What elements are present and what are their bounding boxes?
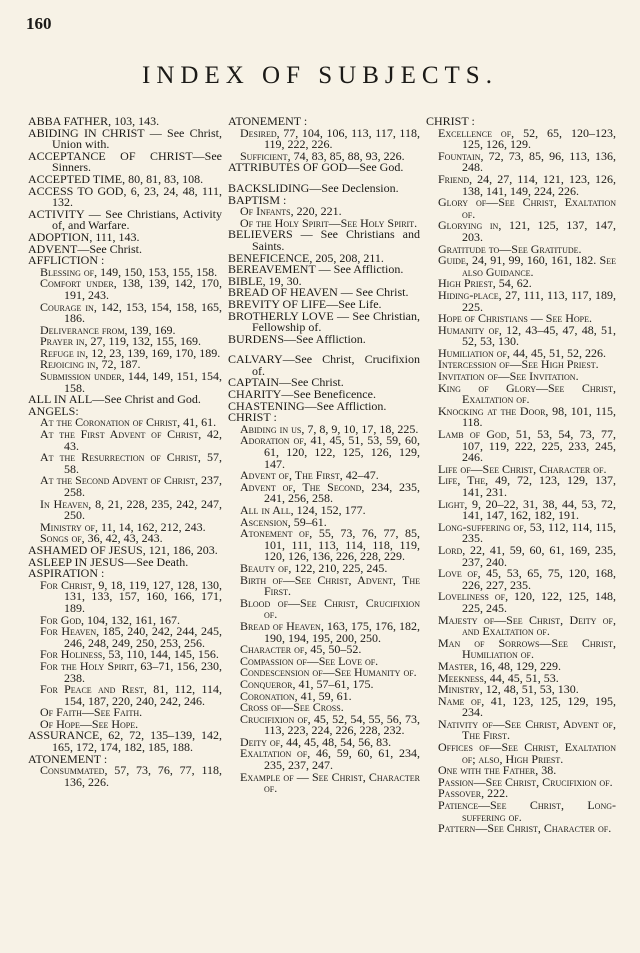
index-subentry: Exaltation of, 46, 59, 60, 61, 234, 235, 237, 247.	[240, 746, 420, 773]
index-subentry: Lord, 22, 41, 59, 60, 61, 169, 235, 237, 240.	[438, 542, 616, 569]
index-heading: CHASTENING—See Affliction.	[228, 398, 387, 413]
index-heading: ASSURANCE, 62, 72, 135–139, 142, 165, 172, 174, 182, 185, 188.	[28, 728, 222, 755]
index-subentry: Abiding in us, 7, 8, 9, 10, 17, 18, 225.	[240, 421, 419, 436]
index-subentry: Hope of Christians — See Hope.	[438, 311, 593, 326]
index-subentry: Life, The, 49, 72, 123, 129, 137, 141, 231.	[438, 473, 616, 499]
index-subentry: Intercession of—See High Priest.	[438, 357, 599, 372]
index-subentry: Loveliness of, 120, 122, 125, 148, 225, 245.	[438, 589, 616, 615]
index-subentry: Meekness, 44, 45, 51, 53.	[438, 670, 559, 685]
index-subentry: Example of — See Christ, Character of.	[240, 769, 420, 796]
index-heading: CHARITY—See Beneficence.	[228, 387, 376, 402]
index-subentry: Of Hope—See Hope.	[40, 716, 139, 731]
index-subentry: Prayer in, 27, 119, 132, 155, 169.	[40, 334, 202, 349]
index-heading: ACTIVITY — See Christians, Activity of, and Warfare.	[28, 206, 222, 233]
index-subentry: Courage in, 142, 153, 154, 158, 165, 186.	[40, 299, 222, 326]
index-subentry: Guide, 24, 91, 99, 160, 161, 182. See also Guidance.	[438, 253, 616, 279]
index-subentry: For Christ, 9, 18, 119, 127, 128, 130, 131, 133, 157, 160, 166, 171, 189.	[40, 577, 222, 615]
index-subentry: Condescension of—See Humanity of.	[240, 665, 417, 680]
index-subentry: Glory of—See Christ, Exaltation of.	[438, 195, 616, 221]
index-subentry: For Holiness, 53, 110, 144, 145, 156.	[40, 647, 219, 662]
index-subentry: All in All, 124, 152, 177.	[240, 503, 366, 517]
index-heading: ACCEPTANCE OF CHRIST—See Sinners.	[28, 148, 222, 175]
index-subentry: For Peace and Rest, 81, 112, 114, 154, 187, 220, 240, 242, 246.	[40, 682, 222, 708]
index-column-2	[228, 116, 420, 795]
index-subentry: Desired, 77, 104, 106, 113, 117, 118, 119, 222, 226.	[240, 125, 420, 152]
index-subentry: Light, 9, 20–22, 31, 38, 44, 53, 72, 141, 147, 162, 182, 191.	[438, 496, 616, 523]
index-heading: BACKSLIDING—See Declension.	[228, 180, 399, 195]
index-subentry: Humiliation of, 44, 45, 51, 52, 226.	[438, 345, 606, 360]
index-subentry: Birth of—See Christ, Advent, The First.	[240, 572, 420, 599]
index-heading: BREVITY OF LIFE—See Life.	[228, 296, 382, 311]
index-subentry: High Priest, 54, 62.	[438, 276, 532, 291]
index-subentry: Of Faith—See Faith.	[40, 705, 143, 720]
index-heading: ATONEMENT :	[28, 751, 108, 766]
index-subentry: Bread of Heaven, 163, 175, 176, 182, 190, 194, 195, 200, 250.	[240, 618, 420, 645]
index-heading: CALVARY—See Christ, Crucifixion of.	[228, 352, 420, 378]
index-subentry: Compassion of—See Love of.	[240, 653, 379, 668]
index-subentry: For Heaven, 185, 240, 242, 244, 245, 246, 248, 249, 250, 253, 256.	[40, 624, 222, 650]
index-subentry: Blood of—See Christ, Crucifixion of.	[240, 595, 420, 622]
index-subentry: Character of, 45, 50–52.	[240, 642, 362, 657]
page-title: INDEX OF SUBJECTS.	[142, 62, 498, 89]
index-subentry: At the Second Advent of Christ, 237, 258.	[40, 473, 222, 499]
index-subentry: Friend, 24, 27, 114, 121, 123, 126, 138, 141, 149, 224, 226.	[438, 171, 616, 198]
index-heading: AFFLICTION :	[28, 253, 105, 268]
index-subentry: Lamb of God, 51, 53, 54, 73, 77, 107, 119, 222, 225, 233, 245, 246.	[438, 427, 616, 465]
index-subentry: Sufficient, 74, 83, 85, 88, 93, 226.	[240, 148, 405, 163]
index-subentry: Passover, 222.	[438, 786, 509, 801]
index-subentry: Advent of, The Second, 234, 235, 241, 256, 258.	[240, 479, 420, 506]
index-subentry: Adoration of, 41, 45, 51, 53, 59, 60, 61, 120, 122, 125, 126, 129, 147.	[240, 433, 420, 471]
index-heading: CHRIST :	[228, 410, 277, 425]
index-subentry: Deity of, 44, 45, 48, 54, 56, 83.	[240, 734, 392, 749]
index-subentry: At the Resurrection of Christ, 57, 58.	[40, 450, 222, 476]
index-subentry: Of the Holy Spirit—See Holy Spirit.	[240, 215, 418, 230]
index-heading: BURDENS—See Affliction.	[228, 331, 366, 346]
index-heading: CHRIST :	[426, 114, 475, 128]
index-subentry: Deliverance from, 139, 169.	[40, 322, 176, 337]
index-subentry: Submission under, 144, 149, 151, 154, 158.	[40, 369, 222, 395]
index-heading: ALL IN ALL—See Christ and God.	[28, 392, 201, 407]
index-heading: ANGELS:	[28, 403, 79, 418]
index-subentry: Refuge in, 12, 23, 139, 169, 170, 189.	[40, 345, 221, 360]
index-subentry: Beauty of, 122, 210, 225, 245.	[240, 560, 388, 575]
index-subentry: Excellence of, 52, 65, 120–123, 125, 126, 129.	[438, 125, 616, 152]
index-subentry: Gratitude to—See Gratitude.	[438, 241, 582, 256]
index-heading: ATTRIBUTES OF GOD—See God.	[228, 160, 404, 175]
index-subentry: Knocking at the Door, 98, 101, 115, 118.	[438, 403, 616, 430]
index-heading: ADVENT—See Christ.	[28, 241, 142, 256]
index-heading: BROTHERLY LOVE — See Christian, Fellowship of.	[228, 308, 420, 335]
index-heading: ABBA FATHER, 103, 143.	[28, 114, 160, 128]
index-subentry: Patience—See Christ, Long-suffering of.	[438, 798, 616, 824]
index-subentry: King of Glory—See Christ, Exaltation of.	[438, 380, 616, 407]
index-subentry: Hiding-place, 27, 111, 113, 117, 189, 225.	[438, 287, 616, 314]
index-heading: ASLEEP IN JESUS—See Death.	[28, 554, 189, 569]
index-subentry: Ministry, 12, 48, 51, 53, 130.	[438, 682, 579, 697]
index-subentry: Pattern—See Christ, Character of.	[438, 821, 612, 836]
index-subentry: Majesty of—See Christ, Deity of, and Exaltation of.	[438, 612, 616, 639]
index-subentry: Master, 16, 48, 129, 229.	[438, 658, 562, 673]
index-subentry: At the First Advent of Christ, 42, 43.	[40, 427, 222, 453]
index-column-1	[28, 116, 222, 788]
index-heading: BELIEVERS — See Christians and Saints.	[228, 227, 420, 253]
index-subentry: Invitation of—See Invitation.	[438, 369, 579, 384]
index-column-3	[426, 116, 616, 835]
index-subentry: Coronation, 41, 59, 61.	[240, 688, 352, 703]
index-subentry: Songs of, 36, 42, 43, 243.	[40, 531, 163, 546]
index-heading: ABIDING IN CHRIST — See Christ, Union with.	[28, 125, 222, 152]
index-subentry: At the Coronation of Christ, 41, 61.	[40, 415, 217, 430]
index-subentry: Humanity of, 12, 43–45, 47, 48, 51, 52, 53, 130.	[438, 322, 616, 349]
index-subentry: Offices of—See Christ, Exaltation of; also, High Priest.	[438, 740, 616, 766]
page-number: 160	[26, 14, 52, 33]
index-heading: ACCEPTED TIME, 80, 81, 83, 108.	[28, 171, 204, 186]
index-heading: BAPTISM :	[228, 192, 287, 207]
index-heading: BENEFICENCE, 205, 208, 211.	[228, 250, 384, 265]
index-subentry: Crucifixion of, 45, 52, 54, 55, 56, 73, 113, 223, 224, 226, 228, 232.	[240, 711, 420, 738]
index-subentry: Advent of, The First, 42–47.	[240, 468, 379, 483]
index-subentry: Cross of—See Cross.	[240, 700, 344, 715]
index-subentry: Fountain, 72, 73, 85, 96, 113, 136, 248.	[438, 148, 616, 175]
index-subentry: Life of—See Christ, Character of.	[438, 461, 607, 476]
index-heading: ATONEMENT :	[228, 114, 308, 128]
index-subentry: One with the Father, 38.	[438, 763, 557, 778]
index-subentry: Atonement of, 55, 73, 76, 77, 85, 101, 111, 113, 114, 118, 119, 120, 126, 136, 226, 228, 229.	[240, 526, 420, 564]
index-subentry: Passion—See Christ, Crucifixion of.	[438, 774, 613, 789]
index-subentry: Comfort under, 138, 139, 142, 170, 191, 243.	[40, 276, 222, 302]
index-subentry: Name of, 41, 123, 125, 129, 195, 234.	[438, 693, 616, 720]
index-subentry: Of Infants, 220, 221.	[240, 204, 342, 219]
index-heading: ASPIRATION :	[28, 566, 105, 581]
index-subentry: Rejoicing in, 72, 187.	[40, 357, 141, 372]
index-heading: ACCESS TO GOD, 6, 23, 24, 48, 111, 132.	[28, 183, 222, 210]
index-heading: BEREAVEMENT — See Affliction.	[228, 262, 404, 277]
index-subentry: Glorying in, 121, 125, 137, 147, 203.	[438, 218, 616, 244]
index-subentry: Nativity of—See Christ, Advent of, The First.	[438, 716, 616, 743]
index-subentry: Conqueror, 41, 57–61, 175.	[240, 676, 374, 691]
index-subentry: Blessing of, 149, 150, 153, 155, 158.	[40, 264, 218, 279]
index-heading: BREAD OF HEAVEN — See Christ.	[228, 285, 409, 300]
index-subentry: Consummated, 57, 73, 76, 77, 118, 136, 226.	[40, 763, 222, 789]
index-heading: CAPTAIN—See Christ.	[228, 375, 344, 390]
index-heading: ASHAMED OF JESUS, 121, 186, 203.	[28, 542, 218, 557]
index-subentry: For God, 104, 132, 161, 167.	[40, 612, 181, 627]
index-subentry: Long-suffering of, 53, 112, 114, 115, 235.	[438, 519, 616, 546]
index-subentry: For the Holy Spirit, 63–71, 156, 230, 238.	[40, 658, 222, 685]
index-heading: ADOPTION, 111, 143.	[28, 229, 140, 244]
index-subentry: Ascension, 59–61.	[240, 514, 327, 529]
index-subentry: Love of, 45, 53, 65, 75, 120, 168, 226, 227, 235.	[438, 566, 616, 592]
index-subentry: Ministry of, 11, 14, 162, 212, 243.	[40, 519, 206, 534]
index-subentry: Man of Sorrows—See Christ, Humiliation of.	[438, 635, 616, 662]
index-subentry: In Heaven, 8, 21, 228, 235, 242, 247, 250.	[40, 496, 222, 523]
index-heading: BIBLE, 19, 30.	[228, 273, 302, 288]
